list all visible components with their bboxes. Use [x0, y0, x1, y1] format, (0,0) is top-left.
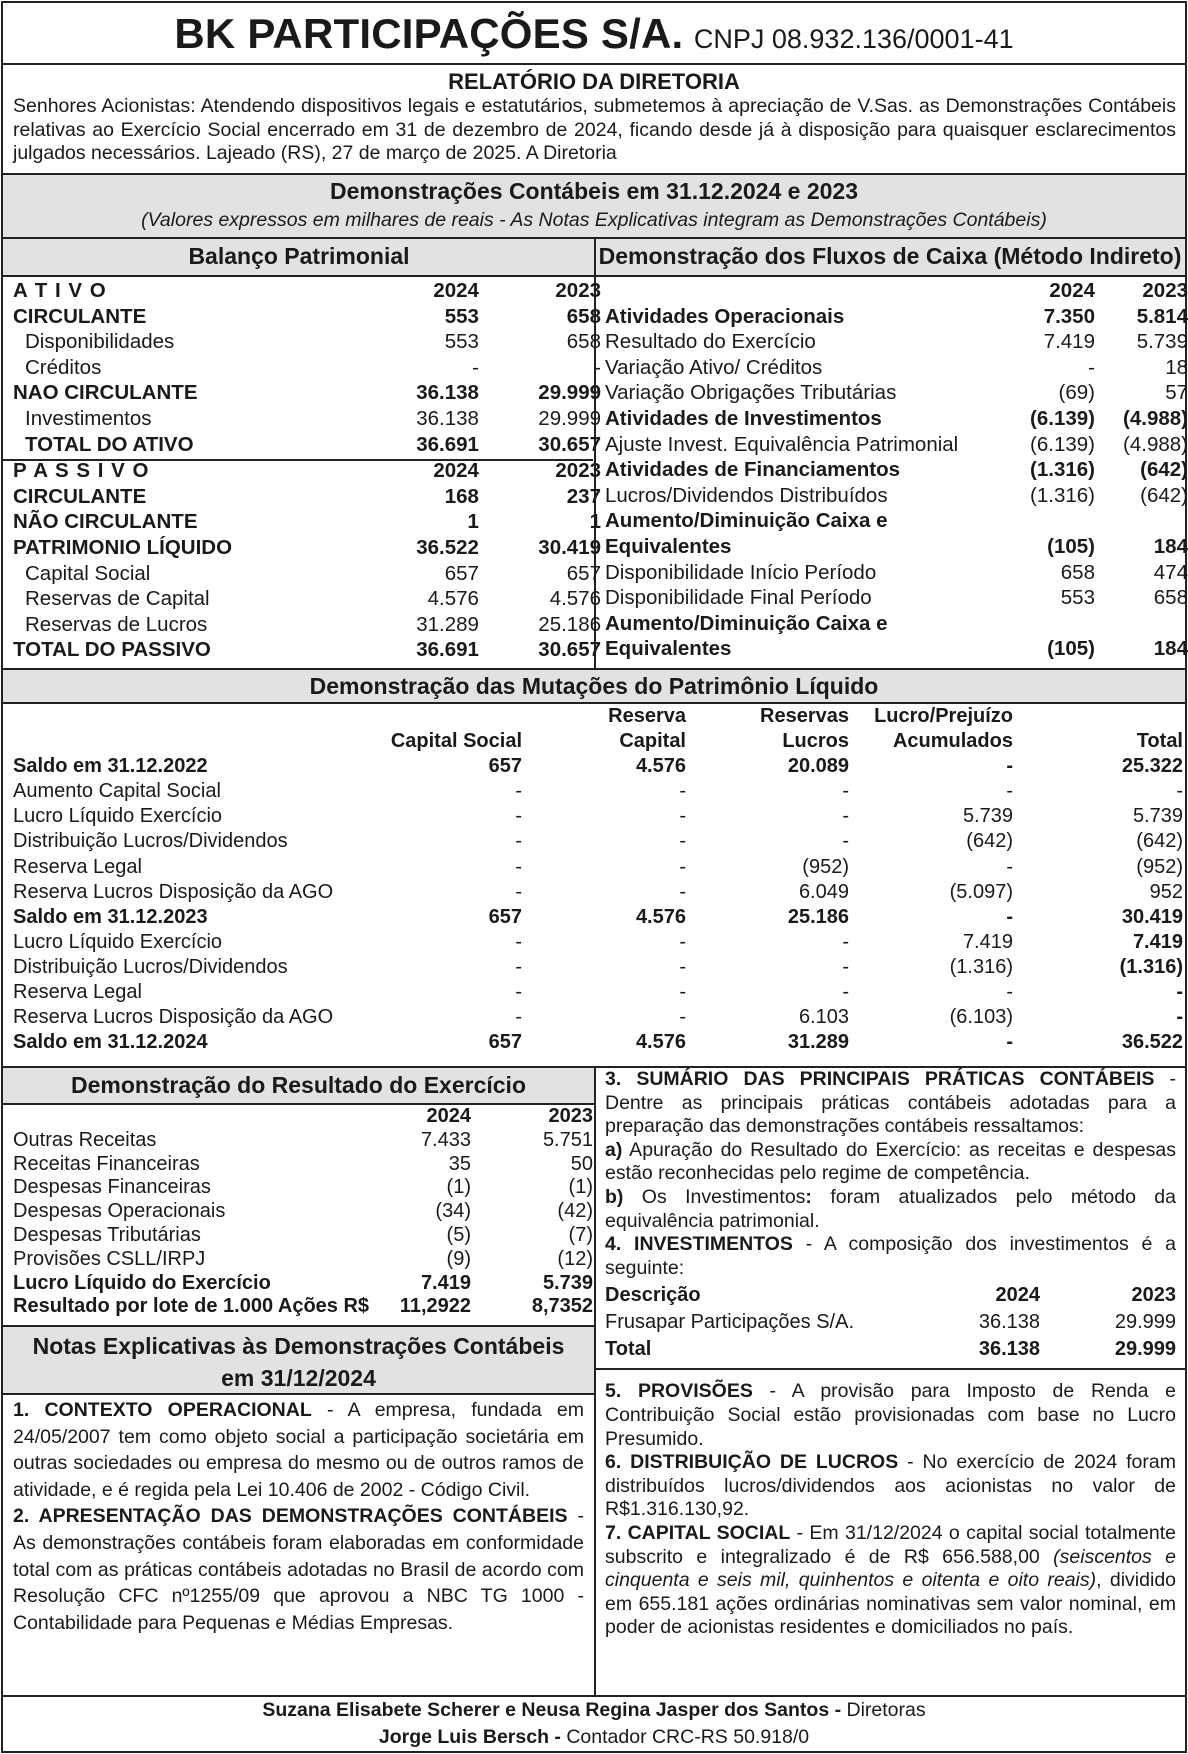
row-value: - — [679, 930, 686, 953]
note-2-text: - As demonstrações contábeis foram elaboradas em conformidade total com as práticas contábeis adotadas no Brasil de acordo com Resolução CFC nº1255/09 que aprovou a NBC TG 1000 - Contabilidade para Pequenas e Médias Empresas. — [13, 1505, 584, 1634]
row-value: (7) — [568, 1223, 593, 1246]
row-value: 30.657 — [538, 638, 601, 662]
year-header: 2024 — [433, 279, 479, 302]
directors-report — [3, 63, 1185, 173]
row-label: Resultado do Exercício — [605, 330, 816, 354]
cashflow-statement — [596, 278, 1188, 668]
row-label: Despesas Financeiras — [13, 1176, 211, 1199]
note-2-title: 2. APRESENTAÇÃO DAS DEMONSTRAÇÕES CONTÁBEIS — [13, 1505, 568, 1528]
row-value: 5.751 — [542, 1128, 593, 1151]
row-label: TOTAL DO ATIVO — [25, 432, 194, 456]
year-header: 2024 — [433, 459, 479, 483]
investments-table — [605, 1282, 1176, 1363]
row-label: Capital Social — [25, 561, 151, 585]
row-label: Aumento/Diminuição Caixa e — [605, 509, 888, 533]
note-3b-label: b) — [605, 1185, 624, 1208]
row-label: Atividades de Financiamentos — [605, 458, 901, 482]
row-value: - — [679, 780, 686, 803]
row-label: Saldo em 31.12.2024 — [13, 1031, 208, 1054]
row-label: Lucro Líquido Exercício — [13, 930, 223, 953]
note-6-text: - No exercício de 2024 foram distribuídos lucros/dividendos aos acionistas no valor de R$1.316.130,92. — [605, 1451, 1176, 1521]
row-label: Saldo em 31.12.2022 — [13, 755, 208, 778]
year-header: 2024 — [995, 1284, 1040, 1307]
cashflow-title: Demonstração dos Fluxos de Caixa (Método Indireto) — [595, 239, 1185, 277]
row-value: - — [1006, 981, 1013, 1004]
note-1 — [13, 1397, 584, 1503]
row-value: 5.739 — [1132, 805, 1183, 828]
accountant-line — [3, 1724, 1185, 1751]
note-3b-text: Os Investimentos — [623, 1185, 806, 1208]
row-label: Despesas Tributárias — [13, 1223, 201, 1246]
row-value: (34) — [435, 1200, 471, 1223]
row-value: - — [1006, 780, 1013, 803]
row-value: - — [472, 355, 479, 379]
row-value: 36.522 — [416, 535, 479, 559]
row-value: - — [1006, 1031, 1013, 1054]
row-value: (9) — [446, 1247, 471, 1270]
row-label: Outras Receitas — [13, 1128, 157, 1151]
row-value: - — [1176, 981, 1183, 1004]
company-header — [3, 3, 1185, 65]
row-label: Despesas Operacionais — [13, 1200, 226, 1223]
report-text: Senhores Acionistas: Atendendo dispositivos legais e estatutários, submetemos à apreciação de V.Sas. as Demonstrações Contábeis relativas ao Exercício Social encerrado em 31 de dezembro de 2024, ficando desde já à disposição para quaisquer esclarecimentos julgados necessários. Lajeado (RS), 27 de março de 2025. A Diretoria — [13, 95, 1176, 165]
row-value: (642) — [1140, 483, 1188, 507]
year-header: 2023 — [555, 279, 601, 302]
note-7 — [605, 1522, 1176, 1640]
row-value: 36.138 — [978, 1311, 1040, 1334]
row-value: 4.576 — [427, 587, 479, 611]
company-cnpj: CNPJ 08.932.136/0001-41 — [693, 24, 1014, 54]
note-5-text: - A provisão para Imposto de Renda e Contribuição Social estão provisionadas com base no Lucro Presumido. — [605, 1380, 1176, 1450]
row-value: 5.814 — [1136, 304, 1188, 328]
row-value: 25.186 — [538, 612, 601, 636]
accountant-role: Contador CRC-RS 50.918/0 — [560, 1726, 810, 1748]
row-value: 553 — [444, 330, 479, 354]
row-value: 657 — [488, 905, 522, 928]
note-3-title: 3. SUMÁRIO DAS PRINCIPAIS PRÁTICAS CONTÁBEIS — [605, 1068, 1155, 1090]
row-value: 29.999 — [1114, 1311, 1176, 1334]
row-value: 7.419 — [1132, 930, 1183, 953]
note-4-title: 4. INVESTIMENTOS — [605, 1233, 793, 1256]
col-header: Capital Social — [390, 730, 522, 753]
row-label: Provisões CSLL/IRPJ — [13, 1247, 206, 1270]
row-value: (1.316) — [1119, 955, 1183, 978]
row-label: Aumento Capital Social — [13, 780, 221, 803]
notes-right-column — [596, 1068, 1185, 1695]
row-value: (6.103) — [949, 1006, 1013, 1029]
row-label: Reserva Lucros Disposição da AGO — [13, 880, 334, 903]
row-value: 658 — [1060, 560, 1095, 584]
row-label: NAO CIRCULANTE — [13, 381, 198, 405]
row-value: - — [515, 981, 522, 1004]
row-value: 952 — [1149, 880, 1183, 903]
row-value: 657 — [444, 561, 479, 585]
row-value: - — [1006, 755, 1013, 778]
note-6 — [605, 1451, 1176, 1522]
row-value: 36.691 — [416, 432, 479, 456]
row-value: 474 — [1153, 560, 1188, 584]
row-label: Disponibilidade Final Período — [605, 586, 872, 610]
row-value: 25.322 — [1121, 755, 1183, 778]
row-value: 657 — [488, 1031, 522, 1054]
directors-line — [3, 1697, 1185, 1724]
row-value: 658 — [566, 304, 601, 328]
row-label: Reservas de Lucros — [25, 612, 208, 636]
row-value — [1095, 508, 1188, 534]
row-value: 36.691 — [416, 638, 479, 662]
row-value: - — [842, 955, 849, 978]
row-value: 7.419 — [1043, 330, 1095, 354]
note-7-title: 7. CAPITAL SOCIAL — [605, 1521, 791, 1544]
row-label: Equivalentes — [605, 637, 732, 661]
row-label: Variação Obrigações Tributárias — [605, 381, 897, 405]
row-label: TOTAL DO PASSIVO — [13, 638, 211, 662]
year-header: 2024 — [1049, 279, 1095, 302]
row-label: Atividades de Investimentos — [605, 406, 882, 430]
row-label: NÃO CIRCULANTE — [13, 510, 198, 534]
row-value: 7.419 — [962, 930, 1013, 953]
row-value: (642) — [1140, 458, 1188, 482]
row-value: - — [842, 930, 849, 953]
row-value: 1 — [589, 510, 601, 534]
row-value: 6.103 — [798, 1006, 849, 1029]
directors-names: Suzana Elisabete Scherer e Neusa Regina Jasper dos Santos - — [262, 1699, 842, 1721]
year-header: 2024 — [426, 1105, 471, 1127]
row-value: - — [1006, 905, 1013, 928]
row-value: 553 — [444, 304, 479, 328]
publication-page — [1, 1, 1187, 1753]
row-value: 20.089 — [787, 755, 849, 778]
row-value: (1.316) — [1030, 458, 1095, 482]
row-value: 25.186 — [787, 905, 849, 928]
notes-title-bar — [3, 1325, 594, 1395]
row-label: Aumento/Diminuição Caixa e — [605, 611, 888, 635]
ativo-label: A T I V O — [13, 279, 107, 302]
row-value: 29.999 — [538, 406, 601, 430]
investments-divider — [596, 1368, 1185, 1370]
row-value — [1095, 611, 1188, 637]
row-label: Investimentos — [25, 406, 152, 430]
note-5-title: 5. PROVISÕES — [605, 1380, 753, 1403]
row-value: - — [679, 830, 686, 853]
row-label: Ajuste Invest. Equivalência Patrimonial — [605, 432, 959, 456]
row-label: Atividades Operacionais — [605, 304, 845, 328]
row-value: (642) — [1136, 830, 1183, 853]
row-value: (1.316) — [1030, 483, 1095, 507]
row-value: - — [679, 880, 686, 903]
row-value: - — [515, 830, 522, 853]
row-value: (105) — [1047, 637, 1095, 661]
note-3a-label: a) — [605, 1138, 623, 1161]
row-value: 30.657 — [538, 432, 601, 456]
row-label: Reserva Legal — [13, 855, 142, 878]
row-value: - — [515, 805, 522, 828]
row-value: (1.316) — [949, 955, 1013, 978]
row-value: (1) — [446, 1176, 471, 1199]
row-value: - — [679, 855, 686, 878]
year-header: 2023 — [1142, 279, 1188, 302]
year-header: 2023 — [555, 459, 601, 483]
note-3 — [605, 1068, 1176, 1139]
row-value: 30.419 — [1121, 905, 1183, 928]
row-value: - — [679, 1006, 686, 1029]
row-value: (42) — [557, 1200, 593, 1223]
row-value: (12) — [557, 1247, 593, 1270]
row-value: 4.576 — [549, 587, 601, 611]
row-label: Distribuição Lucros/Dividendos — [13, 955, 288, 978]
note-2 — [13, 1503, 584, 1636]
income-table — [13, 1105, 593, 1319]
notes-subtitle: em 31/12/2024 — [221, 1365, 376, 1391]
col-header: Total — [1136, 730, 1183, 753]
row-value: - — [1176, 1006, 1183, 1029]
row-label: Resultado por lote de 1.000 Ações R$ — [13, 1295, 370, 1318]
statements-title: Demonstrações Contábeis em 31.12.2024 e 2023 — [329, 178, 858, 204]
row-value: (1) — [568, 1176, 593, 1199]
row-value: - — [515, 955, 522, 978]
row-value: 50 — [570, 1152, 593, 1175]
cashflow-table — [605, 278, 1188, 662]
row-label: Reserva Lucros Disposição da AGO — [13, 1006, 334, 1029]
row-value: - — [842, 805, 849, 828]
row-label: Distribuição Lucros/Dividendos — [13, 830, 288, 853]
directors-role: Diretoras — [841, 1699, 926, 1721]
note-3-text: - Dentre as principais práticas contábeis adotadas para a preparação das demonstrações contábeis ressaltamos: — [605, 1068, 1176, 1138]
row-value: 31.289 — [787, 1031, 849, 1054]
row-value: - — [515, 1006, 522, 1029]
row-value: 184 — [1153, 534, 1188, 558]
row-value: - — [515, 855, 522, 878]
row-value: (69) — [1058, 381, 1095, 405]
row-value: (4.988) — [1123, 432, 1188, 456]
row-label: Reserva Legal — [13, 981, 142, 1004]
balance-sheet — [3, 278, 601, 668]
note-7-text: - Em 31/12/2024 o capital social totalmente subscrito e integralizado é de R$ 656.588,00 — [605, 1521, 1176, 1568]
equity-statement — [3, 704, 1185, 1068]
note-7-italic: (seiscentos e cinquenta e seis mil, quinhentos e oitenta e oito reais) — [605, 1545, 1177, 1592]
year-header: 2023 — [548, 1105, 593, 1127]
row-value: 5.739 — [542, 1271, 593, 1294]
note-3a-text: Apuração do Resultado do Exercício: as receitas e despesas estão reconhecidas pelo regime de competência. — [605, 1138, 1176, 1185]
row-value: (952) — [802, 855, 849, 878]
row-label: Créditos — [25, 355, 102, 379]
row-value: 11,2922 — [399, 1295, 471, 1318]
note-7-text-2: , dividido em 655.181 ações ordinárias nominativas sem valor nominal, em poder de acionistas residentes e domiciliados no país. — [605, 1569, 1177, 1639]
row-value: 6.049 — [798, 880, 849, 903]
income-title: Demonstração do Resultado do Exercício — [3, 1068, 594, 1104]
ativo-passivo-divider — [3, 459, 593, 461]
row-value: 7.433 — [420, 1128, 471, 1151]
note-3a — [605, 1139, 1176, 1186]
accountant-name: Jorge Luis Bersch - — [378, 1726, 561, 1748]
row-label: Reservas de Capital — [25, 587, 210, 611]
row-value — [1005, 508, 1095, 534]
row-value: 184 — [1153, 637, 1188, 661]
row-value: - — [842, 981, 849, 1004]
row-value: (952) — [1136, 855, 1183, 878]
row-value: (105) — [1047, 534, 1095, 558]
passivo-table — [13, 458, 601, 663]
row-label: Disponibilidade Início Período — [605, 560, 877, 584]
row-value: 237 — [566, 484, 601, 508]
note-6-title: 6. DISTRIBUIÇÃO DE LUCROS — [605, 1451, 899, 1474]
row-value: 4.576 — [635, 905, 686, 928]
report-title: RELATÓRIO DA DIRETORIA — [448, 69, 740, 94]
row-label: Frusapar Participações S/A. — [605, 1311, 854, 1334]
row-value: (5) — [446, 1223, 471, 1246]
row-value: 18 — [1165, 355, 1188, 379]
row-label: PATRIMONIO LÍQUIDO — [13, 535, 233, 559]
row-label: Variação Ativo/ Créditos — [605, 355, 823, 379]
row-value: (4.988) — [1123, 406, 1188, 430]
row-value: 31.289 — [416, 612, 479, 636]
note-3b — [605, 1186, 1176, 1233]
row-value: 30.419 — [538, 535, 601, 559]
row-value: - — [679, 981, 686, 1004]
row-label: Saldo em 31.12.2023 — [13, 905, 208, 928]
row-value: - — [1176, 780, 1183, 803]
row-value: 168 — [444, 484, 479, 508]
signatures — [3, 1697, 1185, 1753]
statements-title-bar — [3, 173, 1185, 239]
row-value: 4.576 — [635, 755, 686, 778]
row-value: - — [679, 805, 686, 828]
note-5 — [605, 1380, 1176, 1451]
row-value: - — [842, 780, 849, 803]
row-label: Lucros/Dividendos Distribuídos — [605, 483, 888, 507]
row-value: 657 — [488, 755, 522, 778]
row-label: Lucro Líquido Exercício — [13, 805, 223, 828]
row-value: - — [515, 880, 522, 903]
row-value: 5.739 — [962, 805, 1013, 828]
row-value: 36.138 — [978, 1338, 1040, 1361]
row-value: (5.097) — [949, 880, 1013, 903]
row-value: 553 — [1060, 586, 1095, 610]
row-value: 7.350 — [1043, 304, 1095, 328]
row-value: 29.999 — [538, 381, 601, 405]
note-1-title: 1. CONTEXTO OPERACIONAL — [13, 1399, 312, 1421]
row-value: 36.138 — [416, 406, 479, 430]
note-4 — [605, 1233, 1176, 1280]
row-label: Lucro Líquido do Exercício — [13, 1271, 271, 1294]
row-value: 4.576 — [635, 1031, 686, 1054]
row-value: - — [1006, 855, 1013, 878]
row-value: (6.139) — [1030, 406, 1095, 430]
ativo-table — [13, 278, 601, 457]
row-value: 8,7352 — [531, 1295, 593, 1318]
notes-title: Notas Explicativas às Demonstrações Contábeis — [32, 1333, 565, 1359]
row-value: 658 — [566, 330, 601, 354]
balance-title: Balanço Patrimonial — [3, 239, 595, 277]
note-1-text: - A empresa, fundada em 24/05/2007 tem como objeto social a participação societária em outras sociedades ou empresa do mesmo ou de outros ramos de atividade, e é regida pela Lei 10.406 de 2002 - Código Civil. — [13, 1399, 584, 1501]
row-value: 29.999 — [1114, 1338, 1176, 1361]
row-value: 657 — [566, 561, 601, 585]
row-value: 7.419 — [420, 1271, 471, 1294]
row-value — [1005, 611, 1095, 637]
col-header: Reserva — [608, 705, 686, 727]
income-statement — [3, 1105, 593, 1325]
equity-table — [13, 704, 1183, 1055]
col-header: Lucro/Prejuízo — [874, 705, 1013, 727]
row-label: CIRCULANTE — [13, 484, 147, 508]
col-header: Lucros — [782, 730, 849, 753]
note-3b-text-2: foram atualizados pelo método da equivalência patrimonial. — [605, 1185, 1176, 1232]
passivo-label: P A S S I V O — [13, 459, 150, 483]
row-label: CIRCULANTE — [13, 304, 147, 328]
notes-left-column — [3, 1396, 593, 1694]
row-value: 658 — [1153, 586, 1188, 610]
row-label: Equivalentes — [605, 534, 732, 558]
row-value: 5.739 — [1136, 330, 1188, 354]
statements-subtitle: (Valores expressos em milhares de reais - As Notas Explicativas integram as Demonstrações Contábeis) — [141, 209, 1047, 231]
row-value: 57 — [1165, 381, 1188, 405]
row-value: (6.139) — [1030, 432, 1095, 456]
row-value: 1 — [467, 510, 479, 534]
note-4-text: - A composição dos investimentos é a seguinte: — [605, 1233, 1176, 1279]
row-value: - — [594, 355, 601, 379]
note-3b-colon: : — [805, 1185, 812, 1208]
row-value: - — [842, 830, 849, 853]
company-name: BK PARTICIPAÇÕES S/A. — [174, 10, 684, 57]
row-value: 35 — [448, 1152, 471, 1175]
equity-title: Demonstração das Mutações do Patrimônio Líquido — [3, 668, 1185, 704]
row-value: - — [515, 930, 522, 953]
investments-header: Descrição — [605, 1284, 701, 1307]
row-value: - — [515, 780, 522, 803]
col-header: Reservas — [760, 705, 849, 727]
row-label: Receitas Financeiras — [13, 1152, 200, 1175]
col-header: Acumulados — [892, 730, 1013, 753]
row-value: - — [1088, 355, 1095, 379]
row-value: (642) — [966, 830, 1013, 853]
year-header: 2023 — [1131, 1284, 1176, 1307]
row-value: 36.138 — [416, 381, 479, 405]
row-value: - — [679, 955, 686, 978]
col-header: Capital — [619, 730, 686, 753]
row-label: Disponibilidades — [25, 330, 175, 354]
row-value: 36.522 — [1121, 1031, 1183, 1054]
row-label: Total — [605, 1338, 652, 1361]
